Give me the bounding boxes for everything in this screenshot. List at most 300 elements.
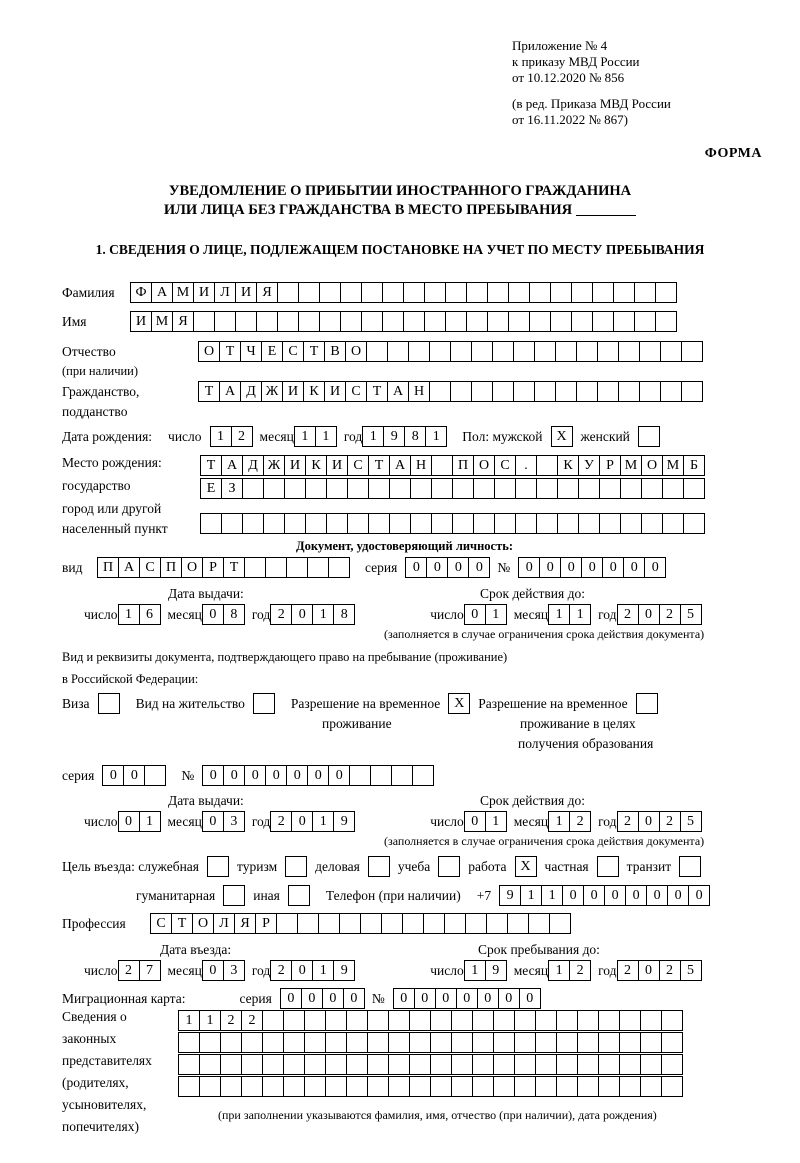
cell[interactable]: 0 xyxy=(202,604,224,625)
cell[interactable] xyxy=(598,1076,620,1097)
cell[interactable]: 9 xyxy=(333,811,355,832)
profession-input[interactable] xyxy=(150,913,570,934)
iddoc-series-input[interactable] xyxy=(405,557,489,578)
cell[interactable]: 0 xyxy=(560,557,582,578)
cell[interactable] xyxy=(508,282,530,303)
cell[interactable] xyxy=(297,913,319,934)
cell[interactable] xyxy=(326,513,348,534)
cell[interactable]: 0 xyxy=(202,811,224,832)
residence-checkbox[interactable] xyxy=(253,693,275,714)
cell[interactable] xyxy=(557,478,579,499)
cell[interactable]: 2 xyxy=(659,811,681,832)
cell[interactable] xyxy=(429,341,451,362)
cell[interactable] xyxy=(388,1076,410,1097)
cell[interactable] xyxy=(507,913,529,934)
cell[interactable]: 1 xyxy=(312,604,334,625)
cell[interactable] xyxy=(451,1010,473,1031)
cell[interactable] xyxy=(409,1054,431,1075)
cell[interactable]: 0 xyxy=(393,988,415,1009)
cell[interactable] xyxy=(244,557,266,578)
birth-month-input[interactable] xyxy=(294,426,336,447)
cell[interactable] xyxy=(592,311,614,332)
cell[interactable] xyxy=(242,513,264,534)
cell[interactable] xyxy=(424,282,446,303)
cell[interactable] xyxy=(641,513,663,534)
cell[interactable]: Ж xyxy=(261,381,283,402)
cell[interactable]: 0 xyxy=(301,988,323,1009)
cell[interactable]: 0 xyxy=(322,988,344,1009)
cell[interactable] xyxy=(555,341,577,362)
valid-year-input[interactable] xyxy=(617,604,701,625)
permit-number-input[interactable] xyxy=(202,765,433,786)
cell[interactable] xyxy=(598,1010,620,1031)
cell[interactable] xyxy=(242,478,264,499)
cell[interactable]: 2 xyxy=(241,1010,263,1031)
cell[interactable] xyxy=(639,341,661,362)
cell[interactable]: 0 xyxy=(638,811,660,832)
cell[interactable] xyxy=(220,1076,242,1097)
cell[interactable]: 0 xyxy=(638,604,660,625)
permit-valid-month-input[interactable] xyxy=(548,811,590,832)
cell[interactable]: А xyxy=(118,557,140,578)
cell[interactable] xyxy=(423,913,445,934)
cell[interactable] xyxy=(370,765,392,786)
cell[interactable] xyxy=(655,311,677,332)
birthplace-row-3[interactable] xyxy=(200,513,704,534)
purpose-tourism-checkbox[interactable] xyxy=(285,856,307,877)
cell[interactable]: К xyxy=(305,455,327,476)
cell[interactable]: 5 xyxy=(680,604,702,625)
cell[interactable] xyxy=(493,1076,515,1097)
valid-day-input[interactable] xyxy=(464,604,506,625)
cell[interactable] xyxy=(444,913,466,934)
legalrep-row-4[interactable] xyxy=(178,1076,682,1097)
cell[interactable] xyxy=(318,913,340,934)
cell[interactable]: 8 xyxy=(404,426,426,447)
cell[interactable] xyxy=(412,765,434,786)
cell[interactable] xyxy=(634,311,656,332)
cell[interactable] xyxy=(660,341,682,362)
issue-month-input[interactable] xyxy=(202,604,244,625)
cell[interactable] xyxy=(662,513,684,534)
cell[interactable]: 1 xyxy=(312,811,334,832)
cell[interactable]: В xyxy=(324,341,346,362)
cell[interactable]: 1 xyxy=(294,426,316,447)
cell[interactable]: 1 xyxy=(210,426,232,447)
cell[interactable]: 2 xyxy=(118,960,140,981)
cell[interactable]: Т xyxy=(303,341,325,362)
cell[interactable]: П xyxy=(452,455,474,476)
cell[interactable] xyxy=(388,1010,410,1031)
cell[interactable] xyxy=(473,478,495,499)
cell[interactable] xyxy=(276,913,298,934)
purpose-study-checkbox[interactable] xyxy=(438,856,460,877)
cell[interactable] xyxy=(277,311,299,332)
cell[interactable] xyxy=(307,557,329,578)
cell[interactable]: 1 xyxy=(139,811,161,832)
cell[interactable] xyxy=(471,341,493,362)
visa-checkbox[interactable] xyxy=(98,693,120,714)
cell[interactable]: Т xyxy=(368,455,390,476)
cell[interactable] xyxy=(640,1054,662,1075)
cell[interactable]: И xyxy=(324,381,346,402)
cell[interactable]: 1 xyxy=(541,885,563,906)
birthplace-row-2[interactable] xyxy=(200,478,704,499)
cell[interactable] xyxy=(492,341,514,362)
cell[interactable]: 1 xyxy=(548,960,570,981)
cell[interactable] xyxy=(619,1076,641,1097)
cell[interactable] xyxy=(305,513,327,534)
cell[interactable]: 2 xyxy=(270,960,292,981)
cell[interactable] xyxy=(620,478,642,499)
cell[interactable]: 1 xyxy=(425,426,447,447)
citizenship-input[interactable] xyxy=(198,381,702,402)
birthplace-row-1[interactable] xyxy=(200,455,704,476)
cell[interactable] xyxy=(367,1076,389,1097)
cell[interactable] xyxy=(304,1076,326,1097)
iddoc-number-input[interactable] xyxy=(518,557,665,578)
cell[interactable] xyxy=(445,311,467,332)
cell[interactable] xyxy=(389,478,411,499)
cell[interactable] xyxy=(346,1076,368,1097)
cell[interactable] xyxy=(466,282,488,303)
cell[interactable] xyxy=(619,1010,641,1031)
cell[interactable]: Я xyxy=(256,282,278,303)
cell[interactable] xyxy=(402,913,424,934)
purpose-other-checkbox[interactable] xyxy=(288,885,310,906)
cell[interactable]: И xyxy=(193,282,215,303)
cell[interactable] xyxy=(360,913,382,934)
cell[interactable] xyxy=(534,341,556,362)
cell[interactable] xyxy=(660,381,682,402)
cell[interactable] xyxy=(535,1032,557,1053)
cell[interactable]: А xyxy=(219,381,241,402)
cell[interactable] xyxy=(576,381,598,402)
cell[interactable]: 0 xyxy=(286,765,308,786)
cell[interactable] xyxy=(466,311,488,332)
cell[interactable] xyxy=(199,1076,221,1097)
cell[interactable] xyxy=(284,478,306,499)
cell[interactable] xyxy=(536,478,558,499)
cell[interactable] xyxy=(536,513,558,534)
cell[interactable] xyxy=(408,341,430,362)
cell[interactable] xyxy=(430,1054,452,1075)
cell[interactable]: Р xyxy=(202,557,224,578)
cell[interactable]: О xyxy=(473,455,495,476)
cell[interactable] xyxy=(262,1054,284,1075)
cell[interactable] xyxy=(549,913,571,934)
cell[interactable] xyxy=(388,1054,410,1075)
permit-valid-day-input[interactable] xyxy=(464,811,506,832)
cell[interactable]: 3 xyxy=(223,960,245,981)
cell[interactable] xyxy=(220,1032,242,1053)
cell[interactable]: 1 xyxy=(548,811,570,832)
cell[interactable]: 2 xyxy=(270,604,292,625)
cell[interactable] xyxy=(513,341,535,362)
cell[interactable]: 0 xyxy=(625,885,647,906)
cell[interactable] xyxy=(214,311,236,332)
edu-residence-checkbox[interactable] xyxy=(636,693,658,714)
cell[interactable] xyxy=(528,913,550,934)
cell[interactable] xyxy=(262,1032,284,1053)
cell[interactable] xyxy=(325,1010,347,1031)
cell[interactable] xyxy=(199,1032,221,1053)
cell[interactable] xyxy=(576,341,598,362)
cell[interactable]: 1 xyxy=(118,604,140,625)
cell[interactable]: 1 xyxy=(485,604,507,625)
cell[interactable] xyxy=(597,341,619,362)
cell[interactable] xyxy=(655,282,677,303)
cell[interactable]: 0 xyxy=(456,988,478,1009)
cell[interactable]: Ф xyxy=(130,282,152,303)
cell[interactable] xyxy=(431,478,453,499)
cell[interactable] xyxy=(450,381,472,402)
cell[interactable] xyxy=(340,311,362,332)
cell[interactable] xyxy=(620,513,642,534)
cell[interactable]: 0 xyxy=(638,960,660,981)
cell[interactable]: 2 xyxy=(569,811,591,832)
legalrep-row-3[interactable] xyxy=(178,1054,682,1075)
cell[interactable] xyxy=(452,513,474,534)
cell[interactable] xyxy=(598,1054,620,1075)
cell[interactable] xyxy=(389,513,411,534)
cell[interactable]: 0 xyxy=(646,885,668,906)
cell[interactable]: Т xyxy=(366,381,388,402)
purpose-service-checkbox[interactable] xyxy=(207,856,229,877)
cell[interactable]: 2 xyxy=(617,960,639,981)
cell[interactable]: 0 xyxy=(414,988,436,1009)
cell[interactable]: А xyxy=(387,381,409,402)
cell[interactable]: 0 xyxy=(518,557,540,578)
cell[interactable]: 0 xyxy=(604,885,626,906)
cell[interactable] xyxy=(492,381,514,402)
cell[interactable] xyxy=(347,513,369,534)
cell[interactable]: 0 xyxy=(118,811,140,832)
cell[interactable] xyxy=(200,513,222,534)
cell[interactable] xyxy=(277,282,299,303)
cell[interactable] xyxy=(578,513,600,534)
cell[interactable]: 0 xyxy=(223,765,245,786)
cell[interactable]: Л xyxy=(213,913,235,934)
cell[interactable] xyxy=(346,1054,368,1075)
cell[interactable] xyxy=(536,455,558,476)
cell[interactable]: Е xyxy=(261,341,283,362)
cell[interactable] xyxy=(641,478,663,499)
cell[interactable]: 0 xyxy=(307,765,329,786)
cell[interactable] xyxy=(241,1032,263,1053)
migration-card-series-input[interactable] xyxy=(280,988,364,1009)
cell[interactable]: 0 xyxy=(202,765,224,786)
cell[interactable]: 0 xyxy=(280,988,302,1009)
cell[interactable]: 0 xyxy=(477,988,499,1009)
cell[interactable] xyxy=(429,381,451,402)
cell[interactable] xyxy=(634,282,656,303)
cell[interactable]: 0 xyxy=(265,765,287,786)
cell[interactable] xyxy=(347,478,369,499)
cell[interactable]: К xyxy=(303,381,325,402)
cell[interactable] xyxy=(361,282,383,303)
cell[interactable] xyxy=(241,1076,263,1097)
cell[interactable]: Д xyxy=(242,455,264,476)
cell[interactable] xyxy=(178,1076,200,1097)
cell[interactable]: Т xyxy=(200,455,222,476)
cell[interactable] xyxy=(472,1032,494,1053)
cell[interactable] xyxy=(283,1054,305,1075)
cell[interactable]: П xyxy=(97,557,119,578)
stay-day-input[interactable] xyxy=(464,960,506,981)
cell[interactable] xyxy=(514,1010,536,1031)
cell[interactable]: У xyxy=(578,455,600,476)
cell[interactable] xyxy=(472,1076,494,1097)
cell[interactable]: 0 xyxy=(602,557,624,578)
permit-issue-year-input[interactable] xyxy=(270,811,354,832)
cell[interactable] xyxy=(193,311,215,332)
cell[interactable] xyxy=(431,455,453,476)
cell[interactable]: Ч xyxy=(240,341,262,362)
patronymic-input[interactable] xyxy=(198,341,702,362)
cell[interactable]: П xyxy=(160,557,182,578)
cell[interactable]: 1 xyxy=(548,604,570,625)
cell[interactable]: 9 xyxy=(485,960,507,981)
cell[interactable]: 1 xyxy=(485,811,507,832)
cell[interactable] xyxy=(304,1054,326,1075)
cell[interactable] xyxy=(256,311,278,332)
cell[interactable]: Т xyxy=(171,913,193,934)
cell[interactable]: 0 xyxy=(581,557,603,578)
cell[interactable] xyxy=(535,1076,557,1097)
cell[interactable] xyxy=(361,311,383,332)
purpose-work-checkbox[interactable]: X xyxy=(515,856,537,877)
cell[interactable]: И xyxy=(326,455,348,476)
cell[interactable]: 9 xyxy=(333,960,355,981)
cell[interactable]: 0 xyxy=(464,604,486,625)
cell[interactable]: 1 xyxy=(199,1010,221,1031)
purpose-humanitarian-checkbox[interactable] xyxy=(223,885,245,906)
cell[interactable] xyxy=(577,1010,599,1031)
cell[interactable]: Н xyxy=(408,381,430,402)
cell[interactable]: 0 xyxy=(291,811,313,832)
cell[interactable]: 0 xyxy=(519,988,541,1009)
cell[interactable]: Ж xyxy=(263,455,285,476)
stay-year-input[interactable] xyxy=(617,960,701,981)
cell[interactable] xyxy=(262,1076,284,1097)
cell[interactable] xyxy=(451,1076,473,1097)
legalrep-row-2[interactable] xyxy=(178,1032,682,1053)
cell[interactable]: А xyxy=(151,282,173,303)
cell[interactable] xyxy=(221,513,243,534)
cell[interactable]: М xyxy=(662,455,684,476)
cell[interactable] xyxy=(556,1054,578,1075)
cell[interactable] xyxy=(325,1076,347,1097)
cell[interactable] xyxy=(235,311,257,332)
cell[interactable]: 5 xyxy=(680,960,702,981)
cell[interactable] xyxy=(550,311,572,332)
cell[interactable] xyxy=(283,1032,305,1053)
cell[interactable] xyxy=(577,1076,599,1097)
cell[interactable] xyxy=(325,1032,347,1053)
cell[interactable]: А xyxy=(221,455,243,476)
cell[interactable]: Л xyxy=(214,282,236,303)
issue-year-input[interactable] xyxy=(270,604,354,625)
cell[interactable] xyxy=(550,282,572,303)
cell[interactable] xyxy=(431,513,453,534)
birth-year-input[interactable] xyxy=(362,426,446,447)
cell[interactable]: 0 xyxy=(291,604,313,625)
cell[interactable] xyxy=(304,1010,326,1031)
cell[interactable]: 0 xyxy=(562,885,584,906)
cell[interactable] xyxy=(618,381,640,402)
cell[interactable]: 0 xyxy=(667,885,689,906)
cell[interactable] xyxy=(144,765,166,786)
cell[interactable] xyxy=(556,1010,578,1031)
cell[interactable]: 0 xyxy=(539,557,561,578)
cell[interactable]: С xyxy=(282,341,304,362)
cell[interactable] xyxy=(493,1054,515,1075)
permit-series-input[interactable] xyxy=(102,765,165,786)
cell[interactable]: М xyxy=(151,311,173,332)
cell[interactable] xyxy=(430,1010,452,1031)
surname-input[interactable] xyxy=(130,282,676,303)
cell[interactable]: Я xyxy=(234,913,256,934)
cell[interactable]: 0 xyxy=(583,885,605,906)
cell[interactable] xyxy=(619,1054,641,1075)
cell[interactable]: А xyxy=(389,455,411,476)
cell[interactable]: Н xyxy=(410,455,432,476)
cell[interactable]: М xyxy=(172,282,194,303)
cell[interactable]: Т xyxy=(198,381,220,402)
cell[interactable] xyxy=(199,1054,221,1075)
cell[interactable]: 0 xyxy=(435,988,457,1009)
cell[interactable]: 2 xyxy=(617,604,639,625)
cell[interactable] xyxy=(430,1076,452,1097)
cell[interactable] xyxy=(283,1010,305,1031)
cell[interactable]: 0 xyxy=(291,960,313,981)
cell[interactable]: С xyxy=(347,455,369,476)
sex-male-checkbox[interactable]: X xyxy=(551,426,573,447)
cell[interactable]: С xyxy=(494,455,516,476)
sex-female-checkbox[interactable] xyxy=(638,426,660,447)
cell[interactable] xyxy=(319,282,341,303)
cell[interactable] xyxy=(382,282,404,303)
migration-card-number-input[interactable] xyxy=(393,988,540,1009)
cell[interactable] xyxy=(284,513,306,534)
cell[interactable] xyxy=(339,913,361,934)
cell[interactable]: Д xyxy=(240,381,262,402)
cell[interactable] xyxy=(388,1032,410,1053)
cell[interactable] xyxy=(640,1032,662,1053)
cell[interactable] xyxy=(556,1032,578,1053)
cell[interactable] xyxy=(409,1076,431,1097)
cell[interactable] xyxy=(598,1032,620,1053)
cell[interactable] xyxy=(241,1054,263,1075)
cell[interactable] xyxy=(661,1054,683,1075)
cell[interactable] xyxy=(640,1076,662,1097)
permit-issue-month-input[interactable] xyxy=(202,811,244,832)
cell[interactable] xyxy=(508,311,530,332)
cell[interactable] xyxy=(403,282,425,303)
cell[interactable]: С xyxy=(150,913,172,934)
permit-valid-year-input[interactable] xyxy=(617,811,701,832)
cell[interactable] xyxy=(578,478,600,499)
cell[interactable] xyxy=(298,282,320,303)
purpose-business-checkbox[interactable] xyxy=(368,856,390,877)
cell[interactable]: К xyxy=(557,455,579,476)
cell[interactable] xyxy=(577,1054,599,1075)
cell[interactable] xyxy=(445,282,467,303)
cell[interactable] xyxy=(263,478,285,499)
cell[interactable] xyxy=(325,1054,347,1075)
name-input[interactable] xyxy=(130,311,676,332)
